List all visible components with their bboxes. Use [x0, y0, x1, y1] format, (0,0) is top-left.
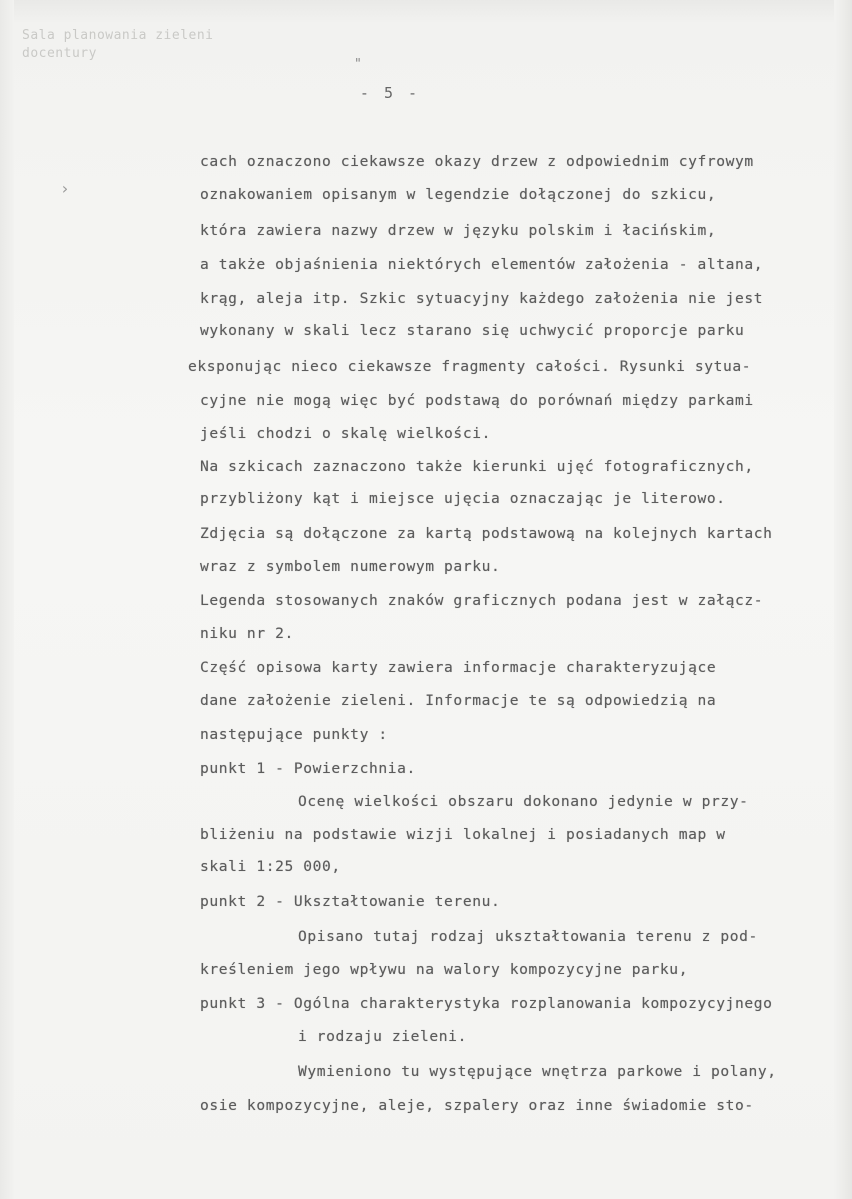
- bleed-through-text-1: Sala planowania zieleni: [22, 28, 214, 43]
- body-line: która zawiera nazwy drzew w języku polskim i łacińskim,: [200, 222, 717, 239]
- body-line: Część opisowa karty zawiera informacje charakteryzujące: [200, 659, 717, 676]
- body-line: punkt 1 - Powierzchnia.: [200, 760, 416, 777]
- body-line: niku nr 2.: [200, 625, 294, 642]
- body-line: skali 1:25 000,: [200, 858, 341, 875]
- body-line: eksponując nieco ciekawsze fragmenty całości. Rysunki sytua-: [188, 358, 752, 375]
- page-number: - 5 -: [359, 84, 421, 102]
- body-line: oznakowaniem opisanym w legendzie dołączonej do szkicu,: [200, 186, 717, 203]
- body-line: krąg, aleja itp. Szkic sytuacyjny każdego założenia nie jest: [200, 290, 764, 307]
- body-line: Zdjęcia są dołączone za kartą podstawową na kolejnych kartach: [200, 525, 773, 542]
- body-line: wraz z symbolem numerowym parku.: [200, 558, 501, 575]
- body-line: Ocenę wielkości obszaru dokonano jedynie w przy-: [298, 793, 749, 810]
- body-line: i rodzaju zieleni.: [298, 1028, 467, 1045]
- body-line: cyjne nie mogą więc być podstawą do porównań między parkami: [200, 392, 754, 409]
- body-line: Opisano tutaj rodzaj ukształtowania terenu z pod-: [298, 928, 758, 945]
- margin-tick-mark: ›: [60, 179, 70, 198]
- body-line: Wymieniono tu występujące wnętrza parkowe i polany,: [298, 1063, 777, 1080]
- scan-edge-right: [834, 0, 852, 1199]
- body-line: przybliżony kąt i miejsce ujęcia oznaczając je literowo.: [200, 490, 726, 507]
- body-line: a także objaśnienia niektórych elementów założenia - altana,: [200, 256, 764, 273]
- scan-edge-top: [0, 0, 852, 24]
- body-line: Legenda stosowanych znaków graficznych podana jest w załącz-: [200, 592, 764, 609]
- body-line: kreśleniem jego wpływu na walory kompozycyjne parku,: [200, 961, 689, 978]
- body-line: osie kompozycyjne, aleje, szpalery oraz inne świadomie sto-: [200, 1097, 754, 1114]
- scan-edge-left: [0, 0, 14, 1199]
- body-line: Na szkicach zaznaczono także kierunki ujęć fotograficznych,: [200, 458, 754, 475]
- body-line: cach oznaczono ciekawsze okazy drzew z odpowiednim cyfrowym: [200, 153, 754, 170]
- body-line: dane założenie zieleni. Informacje te są odpowiedzią na: [200, 692, 717, 709]
- page-mark: ": [354, 57, 362, 72]
- bleed-through-text-2: docentury: [22, 46, 97, 61]
- body-line: punkt 3 - Ogólna charakterystyka rozplanowania kompozycyjnego: [200, 995, 773, 1012]
- body-line: jeśli chodzi o skalę wielkości.: [200, 425, 491, 442]
- body-line: wykonany w skali lecz starano się uchwycić proporcje parku: [200, 322, 745, 339]
- body-line: bliżeniu na podstawie wizji lokalnej i posiadanych map w: [200, 826, 726, 843]
- body-line: następujące punkty :: [200, 726, 388, 743]
- body-line: punkt 2 - Ukształtowanie terenu.: [200, 893, 501, 910]
